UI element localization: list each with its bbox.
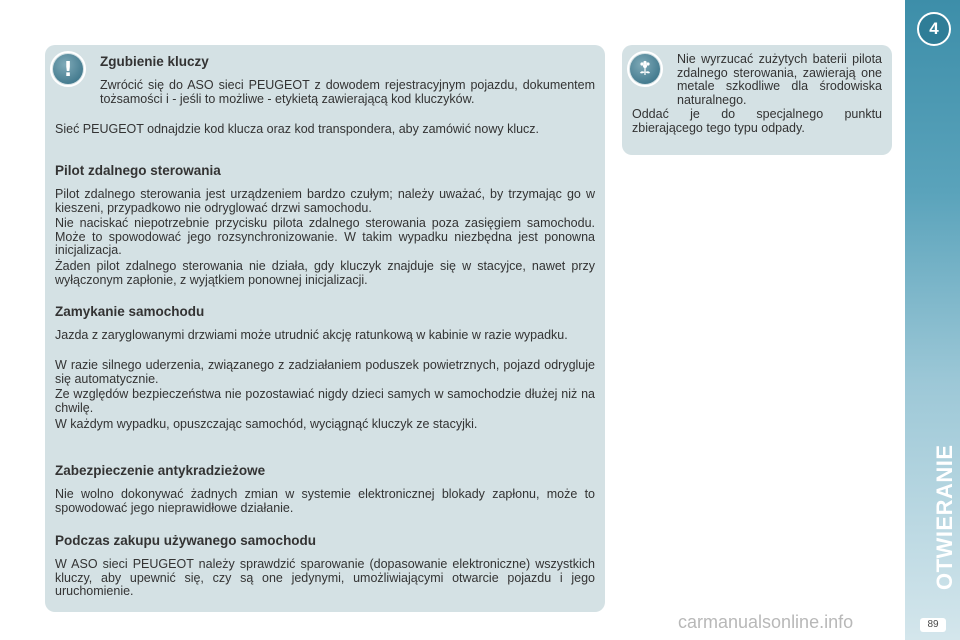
battery-disposal-note: Nie wyrzucać zużytych baterii pilota zdalnego sterowania, zawierają one metale szkodliwe dla środowiska naturalnego. (677, 52, 882, 107)
exclamation-icon: ! (53, 54, 83, 84)
locking-paragraph-1: Jazda z zaryglowanymi drzwiami może utrudnić akcję ratunkową w kabinie w razie wypadku. (55, 328, 568, 342)
locking-paragraph-3: Ze względów bezpieczeństwa nie pozostawiać nigdy dzieci samych w samochodzie dłużej niż na chwilę. (55, 387, 595, 415)
environment-icon (627, 51, 663, 87)
used-car-heading: Podczas zakupu używanego samochodu (55, 533, 317, 548)
locking-paragraph-4: W każdym wypadku, opuszczając samochód, wyciągnąć kluczyk ze stacyjki. (55, 417, 478, 431)
page-number: 89 (920, 618, 946, 632)
used-car-paragraph: W ASO sieci PEUGEOT należy sprawdzić sparowanie (dopasowanie elektroniczne) wszystkich kluczy, aby upewnić się, czy są one jedynymi, umożliwiającymi otwarcie pojazdu i jego uruchomienie. (55, 557, 595, 598)
warning-icon (50, 51, 86, 87)
remote-paragraph-3: Żaden pilot zdalnego sterowania nie działa, gdy kluczyk znajduje się w stacyjce, nawet przy wyłączonym zapłonie, z wyjątkiem ponownej inicjalizacji. (55, 259, 595, 287)
antitheft-heading: Zabezpieczenie antykradzieżowe (55, 463, 266, 478)
lost-keys-body: Sieć PEUGEOT odnajdzie kod klucza oraz kod transpondera, aby zamówić nowy klucz. (55, 122, 540, 136)
flower-icon (630, 54, 660, 84)
locking-paragraph-2: W razie silnego uderzenia, związanego z zadziałaniem poduszek powietrznych, pojazd odrygluje się automatycznie. (55, 358, 595, 386)
lost-keys-intro: Zwrócić się do ASO sieci PEUGEOT z dowodem rejestracyjnym pojazdu, dokumentem tożsamości i - jeśli to możliwe - etykietą zawierającą kod kluczyków. (100, 78, 595, 106)
chapter-title: OTWIERANIE (932, 444, 957, 590)
locking-heading: Zamykanie samochodu (55, 304, 205, 319)
lost-keys-heading: Zgubienie kluczy (100, 54, 209, 69)
watermark: carmanualsonline.info (678, 612, 854, 632)
battery-collection-note: Oddać je do specjalnego punktu zbierającego tego typu odpady. (632, 107, 882, 135)
antitheft-paragraph: Nie wolno dokonywać żadnych zmian w systemie elektronicznej blokady zapłonu, może to spowodować jego nieprawidłowe działanie. (55, 487, 595, 515)
remote-paragraph-1: Pilot zdalnego sterowania jest urządzeniem bardzo czułym; należy uważać, by trzymając go w kieszeni, przypadkowo nie odryglować drzwi samochodu. (55, 187, 595, 215)
remote-paragraph-2: Nie naciskać niepotrzebnie przycisku pilota zdalnego sterowania poza zasięgiem samochodu. Może to spowodować jego rozsynchronizowanie. W takim wypadku niezbędna jest ponowna inicjalizacja. (55, 216, 595, 257)
chapter-number-badge: 4 (917, 12, 951, 46)
remote-heading: Pilot zdalnego sterowania (55, 163, 221, 178)
